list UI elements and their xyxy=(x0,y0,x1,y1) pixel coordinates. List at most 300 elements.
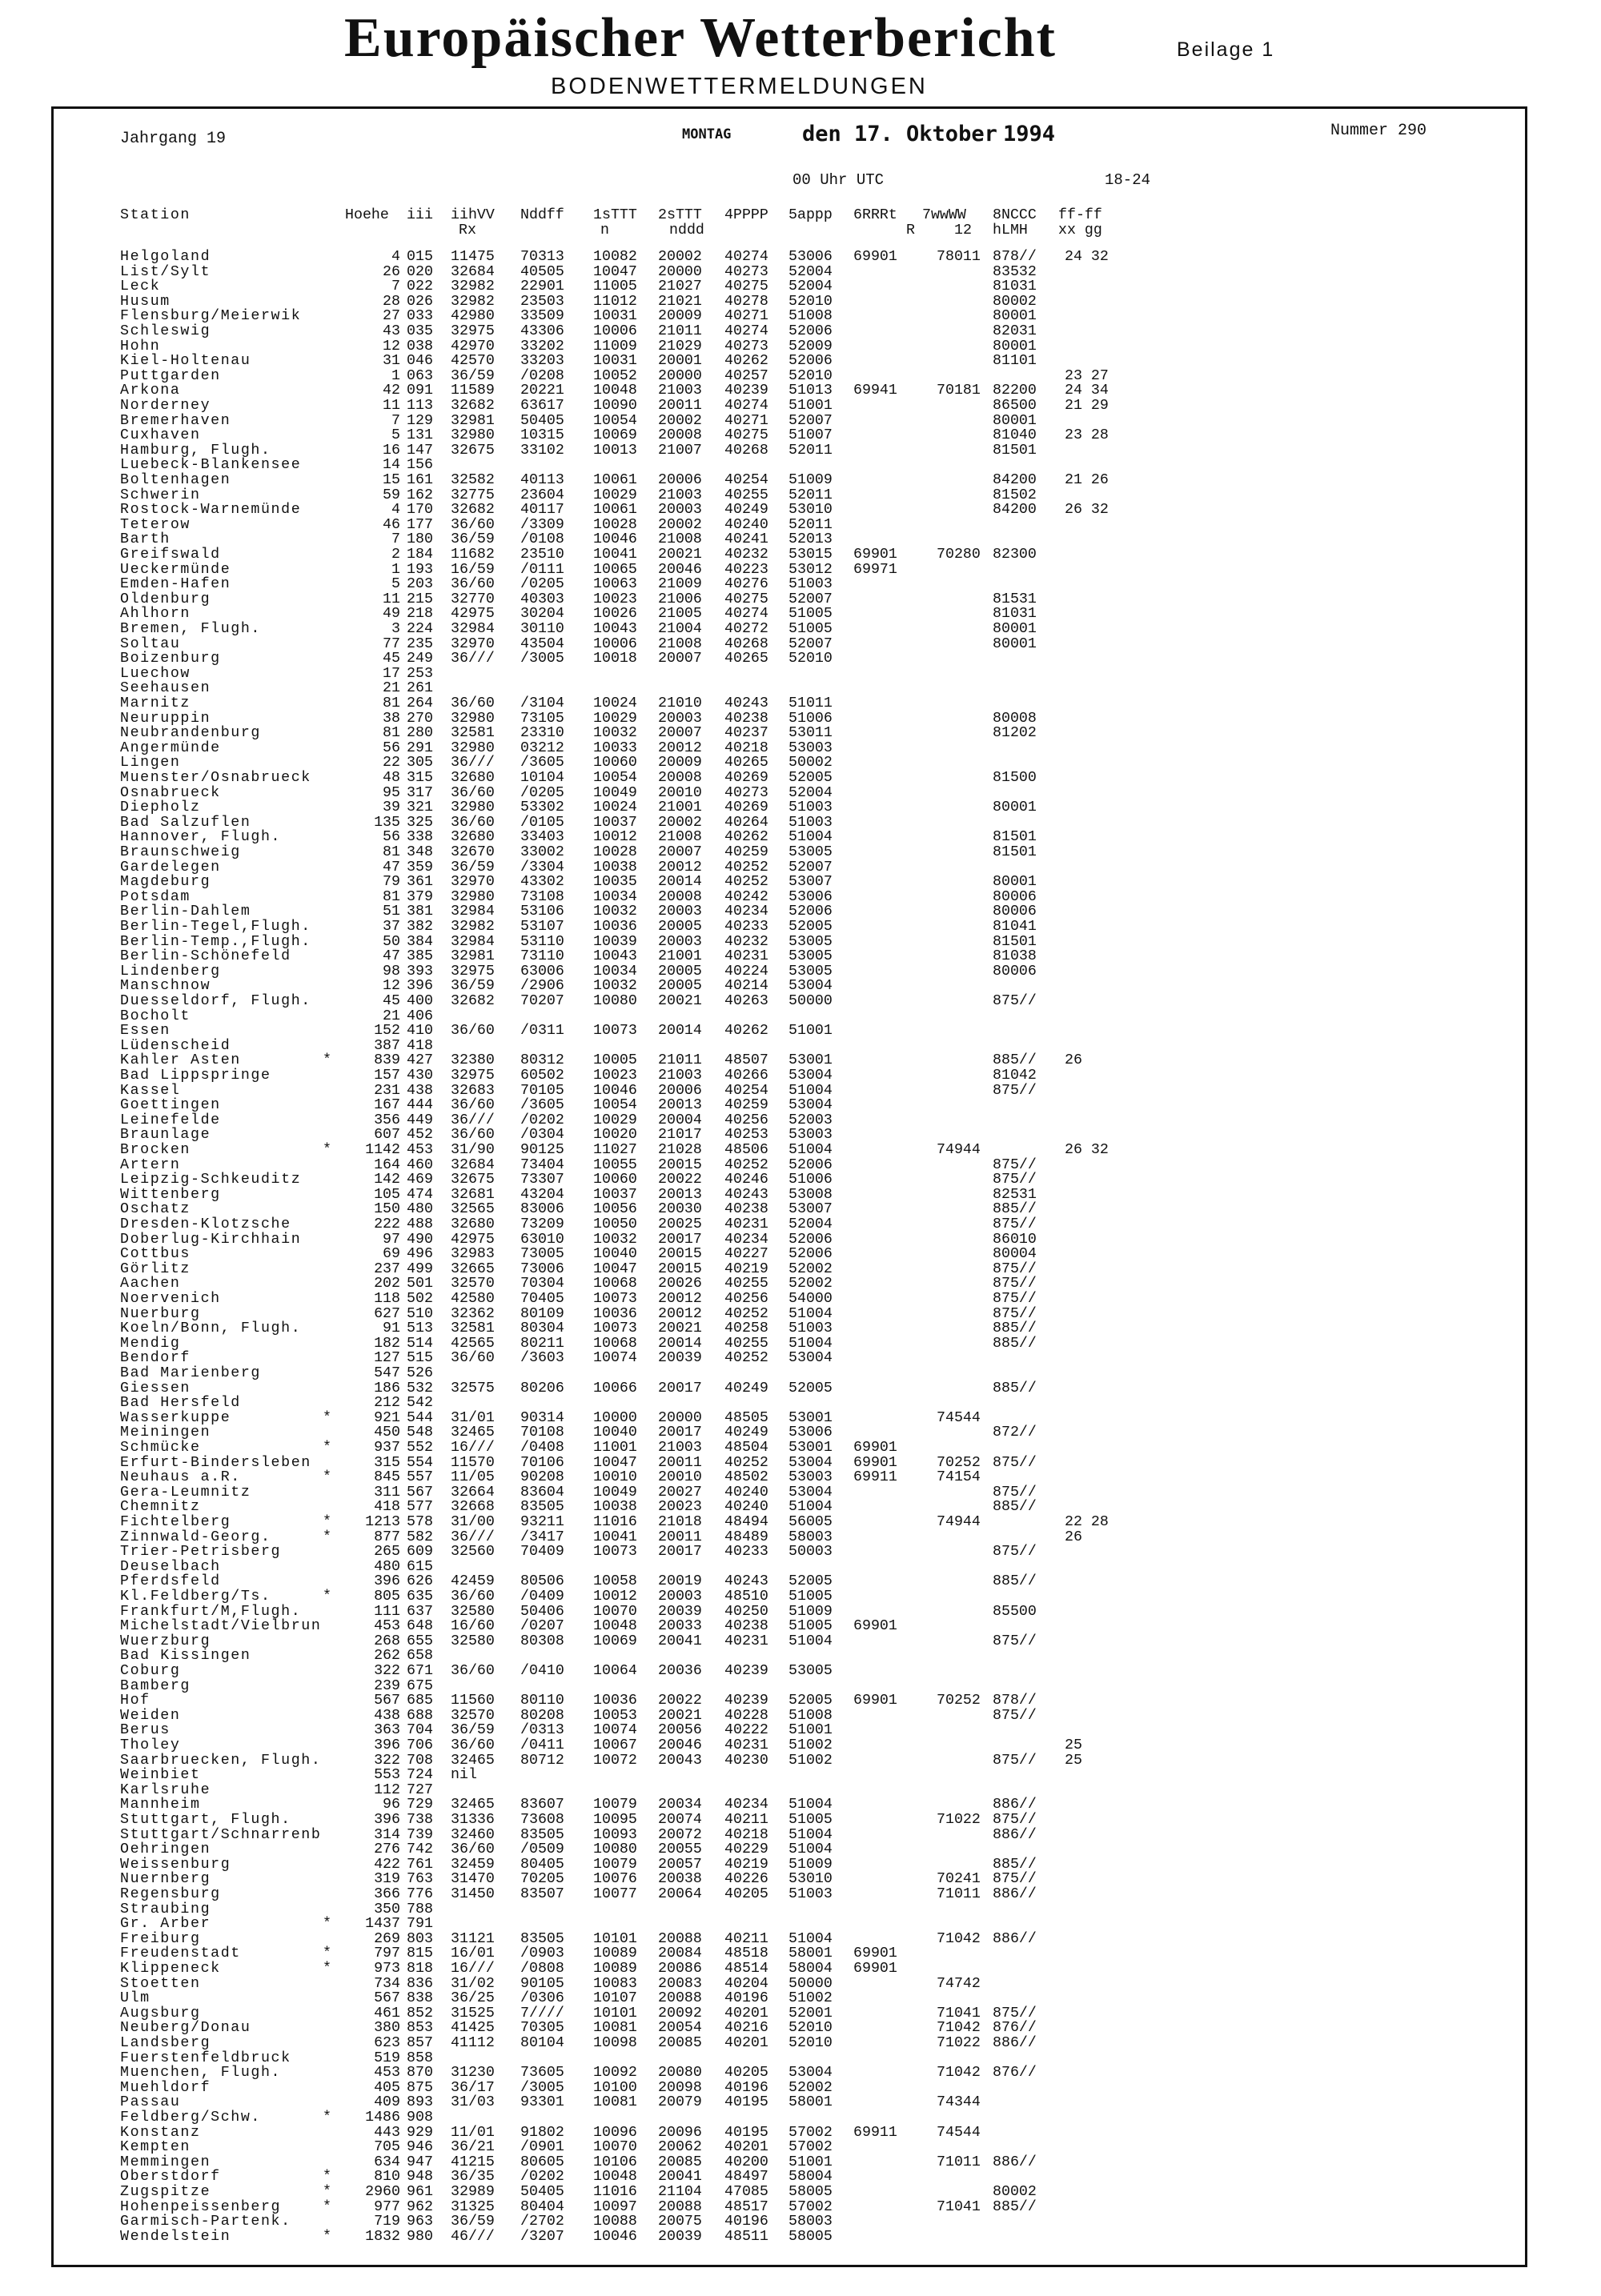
station-name: Gera-Leumnitz xyxy=(120,1484,251,1501)
group-iihvv: 16/// xyxy=(451,1961,495,1977)
group-4pppp: 40196 xyxy=(724,2079,768,2096)
station-index: 444 xyxy=(407,1097,433,1114)
group-1sttt: 10073 xyxy=(593,1291,637,1307)
group-iihvv: 42565 xyxy=(451,1335,495,1352)
station-height: 26 xyxy=(383,263,400,280)
group-8nccc: 84200 xyxy=(993,472,1037,488)
group-2sttt: 20010 xyxy=(658,784,702,801)
group-2sttt: 20041 xyxy=(658,2169,702,2186)
station-name: Zinnwald-Georg. xyxy=(120,1529,271,1545)
col-ffff: ff-ff xyxy=(1058,207,1102,223)
group-nddff: 7//// xyxy=(520,2005,564,2022)
group-4pppp: 40275 xyxy=(724,278,768,295)
group-4pppp: 48511 xyxy=(724,2228,768,2245)
station-name: Marnitz xyxy=(120,695,191,711)
group-2sttt: 20012 xyxy=(658,1305,702,1322)
group-4pppp: 48514 xyxy=(724,1961,768,1977)
station-name: Bad Kissingen xyxy=(120,1648,251,1665)
station-height: 921 xyxy=(374,1409,400,1426)
station-name: Hannover, Flugh. xyxy=(120,829,282,846)
station-index: 526 xyxy=(407,1365,433,1381)
station-height: 49 xyxy=(383,606,400,623)
group-6rrrt: 69901 xyxy=(853,547,897,563)
station-height: 15 xyxy=(383,472,400,488)
station-index: 218 xyxy=(407,606,433,623)
station-height: 11 xyxy=(383,398,400,414)
group-iihvv: 32981 xyxy=(451,412,495,429)
station-name: Bad Lippspringe xyxy=(120,1068,271,1084)
group-5appp: 53003 xyxy=(788,739,833,756)
group-nddff: /0808 xyxy=(520,1961,564,1977)
station-name: Bremerhaven xyxy=(120,412,231,429)
station-name: Passau xyxy=(120,2094,181,2111)
station-index: 685 xyxy=(407,1693,433,1709)
station-height: 59 xyxy=(383,487,400,503)
station-name: Boltenhagen xyxy=(120,472,231,488)
group-5appp: 53005 xyxy=(788,933,833,950)
group-4pppp: 40232 xyxy=(724,933,768,950)
group-iihvv: 32581 xyxy=(451,725,495,742)
group-5appp: 51004 xyxy=(788,1305,833,1322)
col-hlmh: hLMH xyxy=(993,222,1028,238)
group-8nccc: 86010 xyxy=(993,1231,1037,1248)
group-nddff: 33509 xyxy=(520,308,564,325)
station-index: 361 xyxy=(407,874,433,891)
group-1sttt: 10037 xyxy=(593,814,637,831)
col-4pppp: 4PPPP xyxy=(724,207,768,223)
station-index: 496 xyxy=(407,1246,433,1263)
group-1sttt: 10082 xyxy=(593,249,637,265)
station-index: 513 xyxy=(407,1320,433,1337)
group-5appp: 51001 xyxy=(788,1023,833,1040)
group-8nccc: 81500 xyxy=(993,770,1037,786)
station-name: Weissenburg xyxy=(120,1856,231,1873)
group-1sttt: 10041 xyxy=(593,1529,637,1545)
station-index: 379 xyxy=(407,888,433,905)
group-5appp: 50000 xyxy=(788,1975,833,1992)
group-1sttt: 10043 xyxy=(593,621,637,637)
group-2sttt: 20014 xyxy=(658,1023,702,1040)
station-index: 852 xyxy=(407,2005,433,2022)
group-nddff: 53107 xyxy=(520,919,564,935)
group-1sttt: 10083 xyxy=(593,1975,637,1992)
station-name: Garmisch-Partenk. xyxy=(120,2214,291,2230)
group-6rrrt: 69901 xyxy=(853,1693,897,1709)
group-7wwww: 71042 xyxy=(937,2020,981,2037)
group-nddff: 73307 xyxy=(520,1172,564,1188)
station-name: Braunlage xyxy=(120,1127,211,1144)
group-nddff: /3005 xyxy=(520,2079,564,2096)
group-5appp: 57002 xyxy=(788,2139,833,2156)
col-nddff: Nddff xyxy=(520,207,564,223)
group-5appp: 52006 xyxy=(788,323,833,339)
group-iihvv: 36/35 xyxy=(451,2169,495,2186)
group-2sttt: 20004 xyxy=(658,1112,702,1128)
station-height: 11 xyxy=(383,591,400,607)
station-name: Potsdam xyxy=(120,888,191,905)
station-name: Duesseldorf, Flugh. xyxy=(120,993,311,1009)
group-1sttt: 10029 xyxy=(593,487,637,503)
station-index: 870 xyxy=(407,2065,433,2082)
group-iihvv: 32575 xyxy=(451,1380,495,1396)
group-8nccc: 885// xyxy=(993,1052,1037,1069)
mountain-marker: * xyxy=(323,1945,331,1962)
group-2sttt: 20033 xyxy=(658,1618,702,1635)
group-4pppp: 40239 xyxy=(724,1663,768,1679)
group-iihvv: 32970 xyxy=(451,635,495,652)
mountain-marker: * xyxy=(323,1589,331,1605)
group-4pppp: 40252 xyxy=(724,859,768,876)
station-index: 947 xyxy=(407,2154,433,2170)
group-5appp: 50003 xyxy=(788,1544,833,1561)
group-2sttt: 20022 xyxy=(658,1693,702,1709)
station-height: 5 xyxy=(391,427,400,444)
group-iihvv: 32460 xyxy=(451,1826,495,1843)
group-4pppp: 48505 xyxy=(724,1409,768,1426)
station-name: Cuxhaven xyxy=(120,427,201,444)
station-name: Görlitz xyxy=(120,1260,191,1277)
group-2sttt: 20043 xyxy=(658,1752,702,1769)
group-8nccc: 80001 xyxy=(993,621,1037,637)
station-name: Leinefelde xyxy=(120,1112,221,1128)
group-nddff: 40505 xyxy=(520,263,564,280)
group-5appp: 52006 xyxy=(788,1231,833,1248)
group-1sttt: 10006 xyxy=(593,323,637,339)
group-iihvv: 36/60 xyxy=(451,1841,495,1858)
group-nddff: /0205 xyxy=(520,576,564,593)
group-1sttt: 10000 xyxy=(593,1409,637,1426)
station-height: 97 xyxy=(383,1231,400,1248)
group-5appp: 52004 xyxy=(788,1216,833,1232)
group-nddff: 70304 xyxy=(520,1276,564,1292)
station-height: 567 xyxy=(374,1990,400,2007)
group-iihvv: 42970 xyxy=(451,338,495,355)
group-5appp: 53005 xyxy=(788,963,833,980)
group-5appp: 51004 xyxy=(788,1841,833,1858)
station-index: 338 xyxy=(407,829,433,846)
group-1sttt: 10031 xyxy=(593,308,637,325)
group-1sttt: 10013 xyxy=(593,442,637,459)
group-nddff: 40113 xyxy=(520,472,564,488)
group-nddff: 80206 xyxy=(520,1380,564,1396)
group-nddff: 22901 xyxy=(520,278,564,295)
station-index: 291 xyxy=(407,739,433,756)
station-index: 761 xyxy=(407,1856,433,1873)
group-nddff: 80712 xyxy=(520,1752,564,1769)
mountain-marker: * xyxy=(323,1469,331,1486)
col-1sttt: 1sTTT xyxy=(593,207,637,223)
group-5appp: 51011 xyxy=(788,695,833,711)
group-7wwww: 74154 xyxy=(937,1469,981,1486)
station-name: Lindenberg xyxy=(120,963,221,980)
group-nddff: 83505 xyxy=(520,1826,564,1843)
station-name: Oldenburg xyxy=(120,591,211,607)
station-name: Greifswald xyxy=(120,547,221,563)
group-1sttt: 10023 xyxy=(593,591,637,607)
station-height: 118 xyxy=(374,1291,400,1307)
station-height: 237 xyxy=(374,1260,400,1277)
mountain-marker: * xyxy=(323,2184,331,2200)
group-4pppp: 40243 xyxy=(724,1573,768,1590)
group-5appp: 53006 xyxy=(788,888,833,905)
group-4pppp: 40218 xyxy=(724,739,768,756)
group-iihvv: 36/60 xyxy=(451,1589,495,1605)
group-4pppp: 48510 xyxy=(724,1589,768,1605)
group-iihvv: 31450 xyxy=(451,1886,495,1902)
group-5appp: 52011 xyxy=(788,487,833,503)
group-1sttt: 10036 xyxy=(593,1693,637,1709)
group-2sttt: 21008 xyxy=(658,635,702,652)
station-index: 980 xyxy=(407,2228,433,2245)
group-5appp: 52002 xyxy=(788,1260,833,1277)
station-height: 182 xyxy=(374,1335,400,1352)
group-4pppp: 40259 xyxy=(724,844,768,860)
station-height: 269 xyxy=(374,1930,400,1947)
group-8nccc: 876// xyxy=(993,2020,1037,2037)
group-4pppp: 40242 xyxy=(724,888,768,905)
group-nddff: /3304 xyxy=(520,859,564,876)
group-nddff: 53302 xyxy=(520,799,564,816)
station-index: 577 xyxy=(407,1499,433,1516)
station-height: 150 xyxy=(374,1201,400,1218)
station-height: 1213 xyxy=(365,1514,400,1530)
group-5appp: 56005 xyxy=(788,1514,833,1530)
group-nddff: 70108 xyxy=(520,1424,564,1441)
mountain-marker: * xyxy=(323,1409,331,1426)
station-index: 763 xyxy=(407,1871,433,1888)
group-8nccc: 80006 xyxy=(993,888,1037,905)
group-5appp: 51004 xyxy=(788,1930,833,1947)
group-4pppp: 40275 xyxy=(724,591,768,607)
station-height: 167 xyxy=(374,1097,400,1114)
group-5appp: 51006 xyxy=(788,710,833,727)
group-2sttt: 20088 xyxy=(658,1930,702,1947)
group-5appp: 52002 xyxy=(788,1276,833,1292)
group-nddff: /3605 xyxy=(520,755,564,771)
group-4pppp: 40240 xyxy=(724,1484,768,1501)
group-5appp: 52005 xyxy=(788,770,833,786)
group-7wwww: 71011 xyxy=(937,2154,981,2170)
group-8nccc: 875// xyxy=(993,1305,1037,1322)
station-name: Leipzig-Schkeuditz xyxy=(120,1172,302,1188)
group-iihvv: 36/59 xyxy=(451,2214,495,2230)
group-nddff: /0202 xyxy=(520,2169,564,2186)
group-8nccc: 81531 xyxy=(993,591,1037,607)
group-1sttt: 11005 xyxy=(593,278,637,295)
group-iihvv: 32983 xyxy=(451,1246,495,1263)
station-name: Freudenstadt xyxy=(120,1945,241,1962)
group-nddff: 43302 xyxy=(520,874,564,891)
station-height: 387 xyxy=(374,1037,400,1054)
station-name: Schleswig xyxy=(120,323,211,339)
station-name: Karlsruhe xyxy=(120,1781,211,1798)
group-4pppp: 40249 xyxy=(724,502,768,519)
group-5appp: 51003 xyxy=(788,814,833,831)
group-iihvv: 36/// xyxy=(451,755,495,771)
station-name: Rostock-Warnemünde xyxy=(120,502,302,519)
document-subtitle: BODENWETTERMELDUNGEN xyxy=(551,74,928,99)
group-5appp: 51004 xyxy=(788,1826,833,1843)
group-nddff: /3603 xyxy=(520,1350,564,1367)
group-iihvv: 32980 xyxy=(451,739,495,756)
group-8nccc: 878// xyxy=(993,1693,1037,1709)
station-height: 47 xyxy=(383,948,400,965)
group-iihvv: 32682 xyxy=(451,502,495,519)
group-iihvv: 32980 xyxy=(451,888,495,905)
station-name: Helgoland xyxy=(120,249,211,265)
group-6rrrt: 69911 xyxy=(853,2124,897,2141)
col-iihvv: iihVV xyxy=(451,207,495,223)
group-8nccc: 885// xyxy=(993,2198,1037,2215)
station-index: 908 xyxy=(407,2110,433,2126)
group-2sttt: 20002 xyxy=(658,516,702,533)
group-iihvv: 32565 xyxy=(451,1201,495,1218)
station-height: 973 xyxy=(374,1961,400,1977)
group-1sttt: 10034 xyxy=(593,888,637,905)
group-5appp: 52011 xyxy=(788,516,833,533)
group-1sttt: 10033 xyxy=(593,739,637,756)
station-name: Hof xyxy=(120,1693,150,1709)
station-name: Ahlhorn xyxy=(120,606,191,623)
station-height: 50 xyxy=(383,933,400,950)
station-index: 063 xyxy=(407,367,433,384)
station-name: Weinbiet xyxy=(120,1767,201,1784)
station-name: Magdeburg xyxy=(120,874,211,891)
group-iihvv: 11560 xyxy=(451,1693,495,1709)
group-5appp: 51004 xyxy=(788,1797,833,1813)
station-name: Michelstadt/Vielbrun xyxy=(120,1618,322,1635)
group-nddff: 50406 xyxy=(520,1603,564,1620)
group-nddff: 80308 xyxy=(520,1633,564,1649)
group-8nccc: 885// xyxy=(993,1499,1037,1516)
station-height: 443 xyxy=(374,2124,400,2141)
group-8nccc: 875// xyxy=(993,1707,1037,1724)
station-height: 937 xyxy=(374,1440,400,1456)
station-name: Bamberg xyxy=(120,1677,191,1694)
group-1sttt: 10032 xyxy=(593,725,637,742)
station-height: 322 xyxy=(374,1752,400,1769)
station-height: 627 xyxy=(374,1305,400,1322)
group-nddff: /0306 xyxy=(520,1990,564,2007)
group-iihvv: 32465 xyxy=(451,1797,495,1813)
station-name: Stuttgart, Flugh. xyxy=(120,1812,291,1828)
station-name: Brocken xyxy=(120,1142,191,1158)
group-5appp: 53006 xyxy=(788,1424,833,1441)
station-height: 396 xyxy=(374,1573,400,1590)
station-index: 474 xyxy=(407,1186,433,1203)
group-4pppp: 40257 xyxy=(724,367,768,384)
group-2sttt: 20017 xyxy=(658,1231,702,1248)
group-nddff: 53110 xyxy=(520,933,564,950)
group-1sttt: 10046 xyxy=(593,1082,637,1099)
group-iihvv: 42459 xyxy=(451,1573,495,1590)
station-height: 1142 xyxy=(365,1142,400,1158)
col-r: R xyxy=(906,222,915,238)
group-2sttt: 20015 xyxy=(658,1260,702,1277)
group-5appp: 57002 xyxy=(788,2198,833,2215)
station-index: 739 xyxy=(407,1826,433,1843)
group-4pppp: 48494 xyxy=(724,1514,768,1530)
station-height: 607 xyxy=(374,1127,400,1144)
station-index: 449 xyxy=(407,1112,433,1128)
group-6rrrt: 69941 xyxy=(853,383,897,399)
station-index: 648 xyxy=(407,1618,433,1635)
group-nddff: 70106 xyxy=(520,1454,564,1471)
group-8nccc: 878// xyxy=(993,249,1037,265)
group-6rrrt: 69901 xyxy=(853,249,897,265)
group-1sttt: 10092 xyxy=(593,2065,637,2082)
station-index: 544 xyxy=(407,1409,433,1426)
group-5appp: 58001 xyxy=(788,2094,833,2111)
station-index: 203 xyxy=(407,576,433,593)
station-height: 366 xyxy=(374,1886,400,1902)
group-iihvv: 32675 xyxy=(451,442,495,459)
group-5appp: 53004 xyxy=(788,978,833,995)
station-index: 514 xyxy=(407,1335,433,1352)
station-name: Leck xyxy=(120,278,161,295)
group-iihvv: 32664 xyxy=(451,1484,495,1501)
group-8nccc: 81501 xyxy=(993,933,1037,950)
station-index: 384 xyxy=(407,933,433,950)
group-1sttt: 11016 xyxy=(593,1514,637,1530)
group-1sttt: 10073 xyxy=(593,1320,637,1337)
station-height: 21 xyxy=(383,680,400,697)
group-2sttt: 20009 xyxy=(658,308,702,325)
group-5appp: 58001 xyxy=(788,1945,833,1962)
station-name: Chemnitz xyxy=(120,1499,201,1516)
station-index: 348 xyxy=(407,844,433,860)
group-iihvv: 32459 xyxy=(451,1856,495,1873)
station-name: Bocholt xyxy=(120,1008,191,1024)
group-2sttt: 20015 xyxy=(658,1246,702,1263)
group-5appp: 53004 xyxy=(788,1484,833,1501)
weekday-label: MONTAG xyxy=(682,126,732,142)
group-iihvv: 32465 xyxy=(451,1752,495,1769)
group-1sttt: 10039 xyxy=(593,933,637,950)
group-4pppp: 40211 xyxy=(724,1812,768,1828)
group-nddff: 90125 xyxy=(520,1142,564,1158)
group-nddff: 73108 xyxy=(520,888,564,905)
station-height: 56 xyxy=(383,739,400,756)
station-height: 877 xyxy=(374,1529,400,1545)
station-name: Puttgarden xyxy=(120,367,221,384)
station-index: 963 xyxy=(407,2214,433,2230)
group-nddff: 50405 xyxy=(520,412,564,429)
group-5appp: 57002 xyxy=(788,2124,833,2141)
group-2sttt: 20008 xyxy=(658,427,702,444)
group-ffff: 26 32 xyxy=(1065,502,1109,519)
station-name: Wasserkuppe xyxy=(120,1409,231,1426)
group-1sttt: 10060 xyxy=(593,1172,637,1188)
group-2sttt: 20039 xyxy=(658,1350,702,1367)
group-2sttt: 20062 xyxy=(658,2139,702,2156)
group-4pppp: 40196 xyxy=(724,1990,768,2007)
station-index: 406 xyxy=(407,1008,433,1024)
group-2sttt: 20012 xyxy=(658,1291,702,1307)
station-height: 380 xyxy=(374,2020,400,2037)
station-index: 418 xyxy=(407,1037,433,1054)
group-iihvv: 36/// xyxy=(451,651,495,667)
group-2sttt: 20025 xyxy=(658,1216,702,1232)
group-4pppp: 40234 xyxy=(724,904,768,920)
group-2sttt: 20022 xyxy=(658,1172,702,1188)
group-iihvv: 32970 xyxy=(451,874,495,891)
group-4pppp: 40246 xyxy=(724,1172,768,1188)
group-5appp: 51004 xyxy=(788,829,833,846)
station-height: 450 xyxy=(374,1424,400,1441)
group-nddff: 33403 xyxy=(520,829,564,846)
group-4pppp: 40218 xyxy=(724,1826,768,1843)
